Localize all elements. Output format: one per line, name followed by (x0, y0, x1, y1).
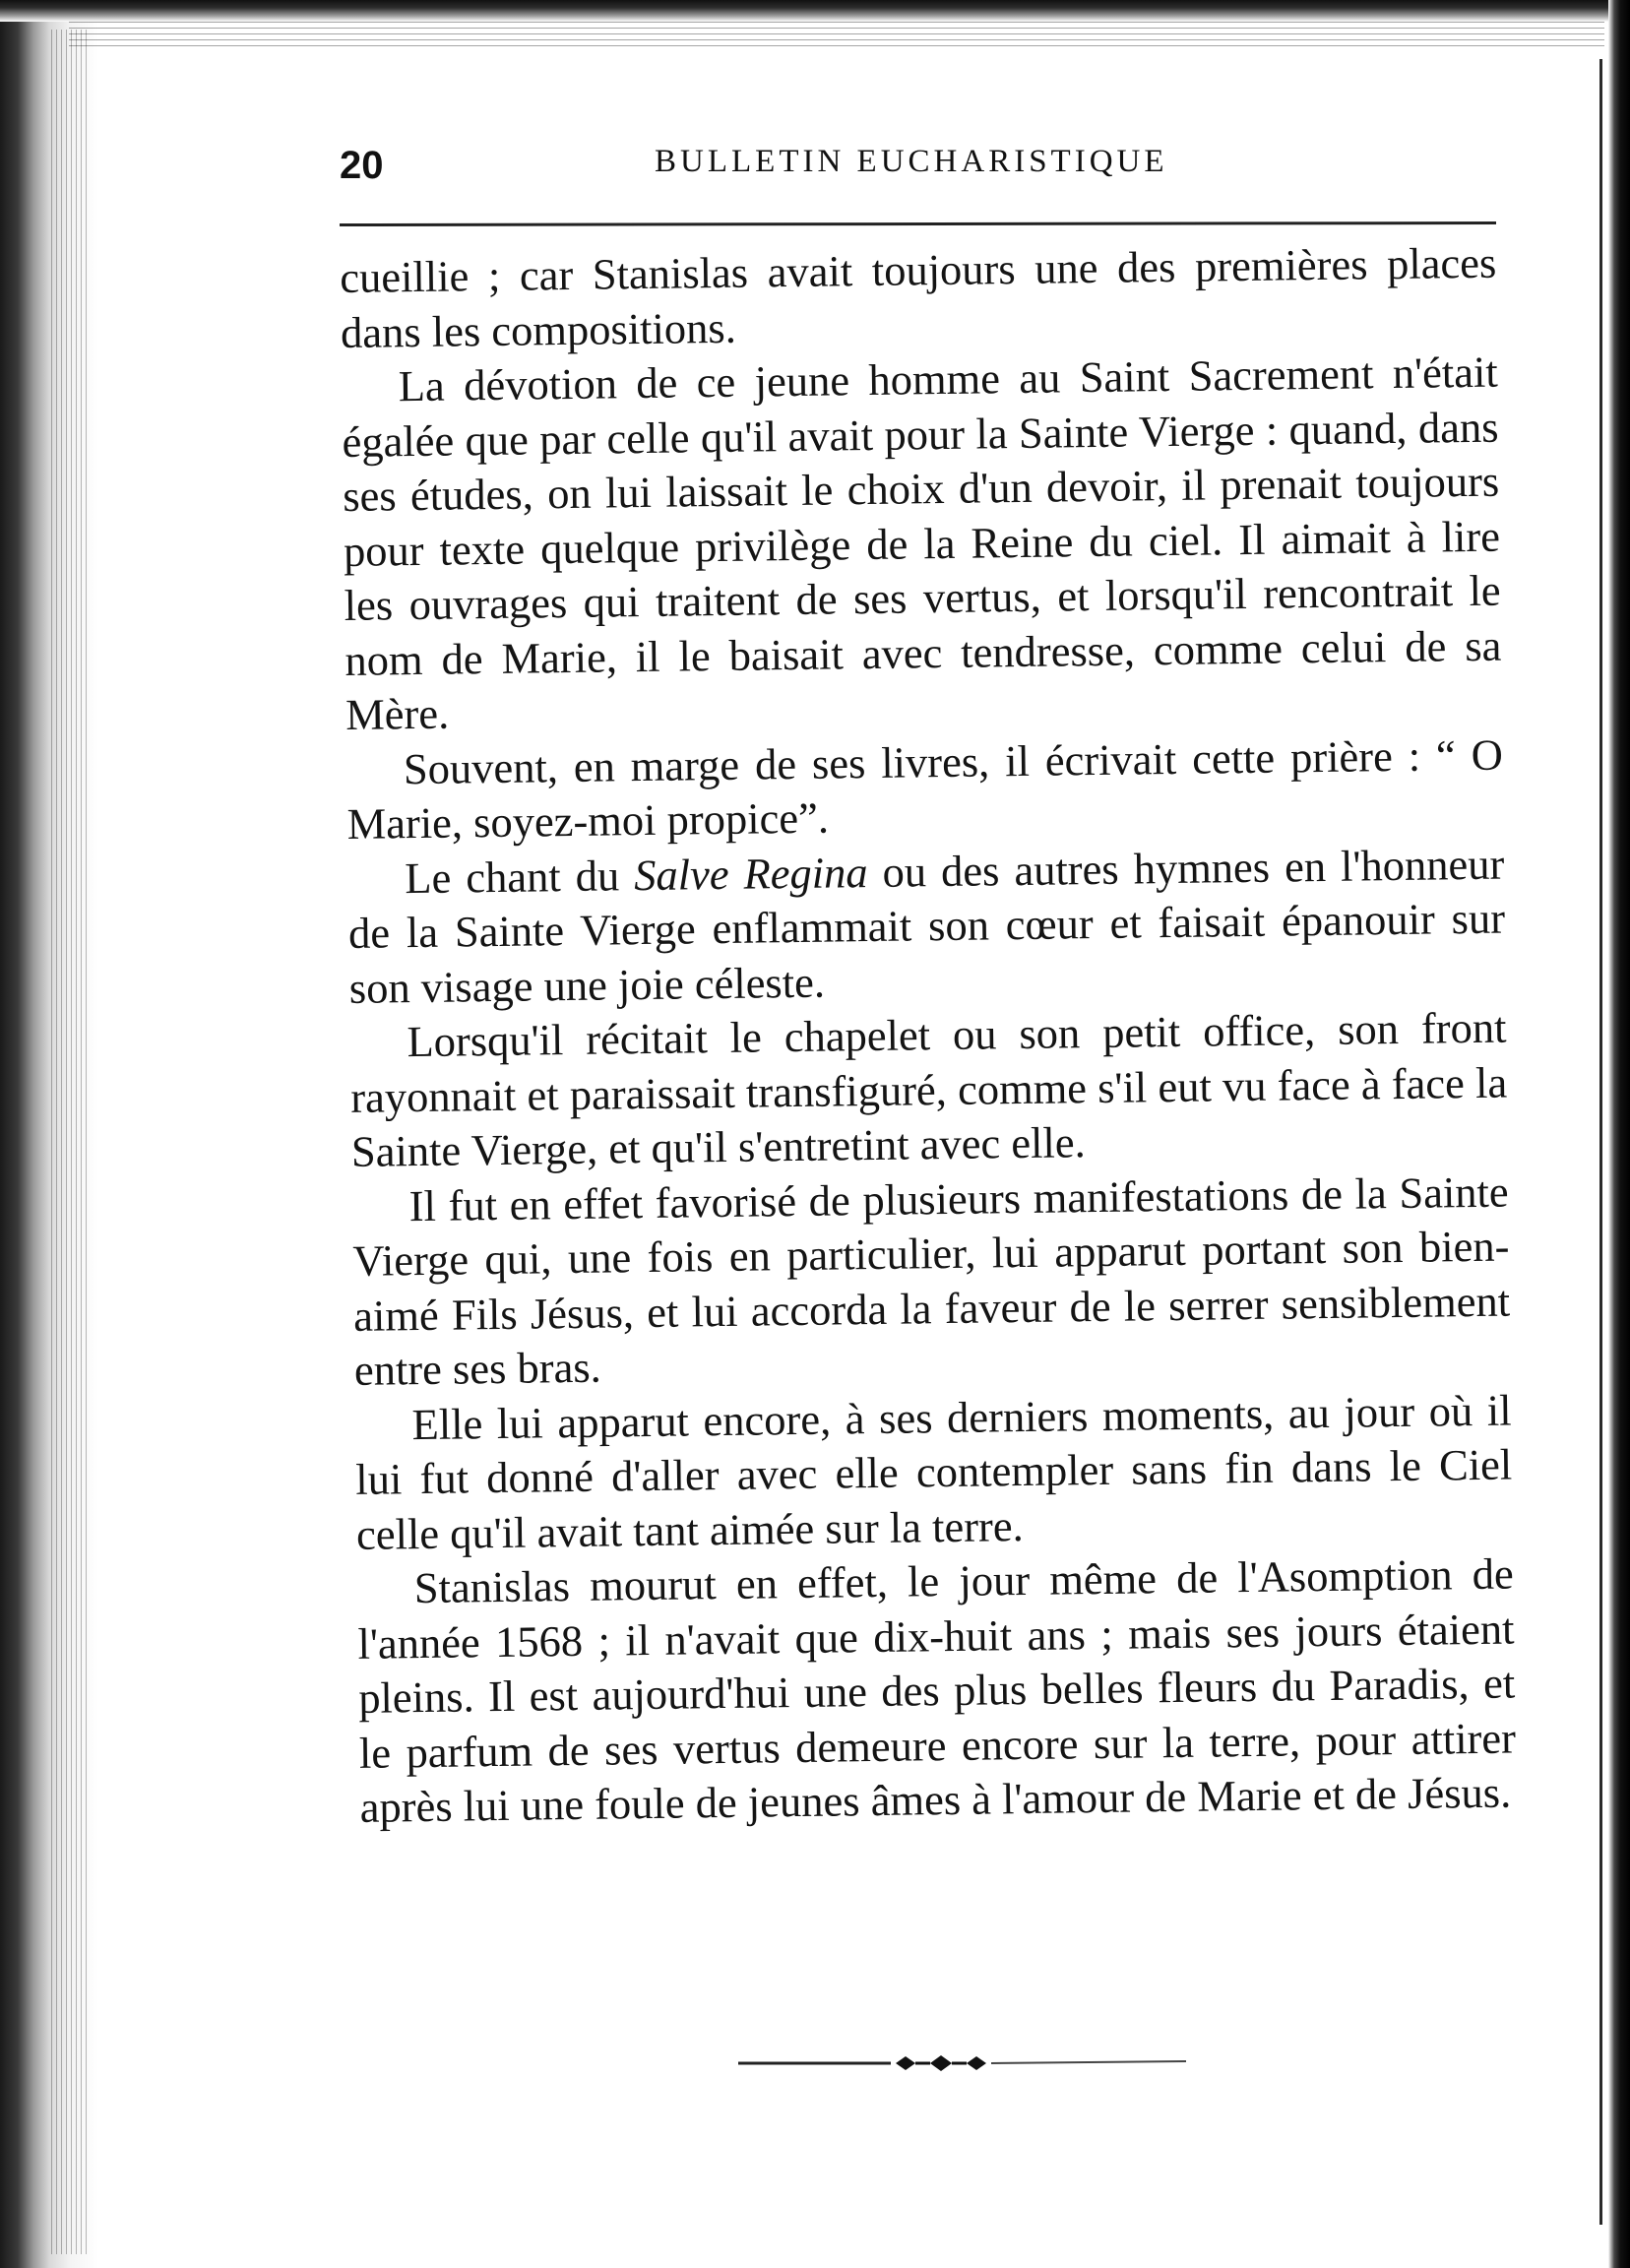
article-body (340, 236, 1517, 1836)
paragraph-text: ou des autres hymnes en l'honneur de la Sainte Vierge enflammait son cœur et faisait épanouir sur son visage une joie céleste. (347, 839, 1506, 1013)
paragraph: Souvent, en marge de ses livres, il écrivait cette prière : “ O Marie, soyez-moi propice”. (346, 729, 1504, 849)
paragraph: cueillie ; car Stanislas avait toujours une des premières places dans les compositions. (340, 237, 1497, 357)
ornament-rule-right (991, 2061, 1186, 2063)
journal-title: BULLETIN EUCHARISTIQUE (655, 144, 1168, 179)
hymn-title: Salve Regina (633, 847, 868, 900)
paragraph (347, 837, 1506, 1016)
paragraph-text: Le chant du (405, 850, 635, 903)
ornament-diamond (930, 2055, 952, 2071)
top-page-edge (0, 0, 1630, 22)
end-ornament (738, 2053, 1191, 2073)
page-number: 20 (340, 144, 384, 187)
paragraph: Elle lui apparut encore, à ses derniers moments, au jour où il lui fut donné d'aller avec elle contempler sans fin dans le Ciel celle qu'il avait tant aimée sur la terre. (355, 1385, 1513, 1559)
paragraph: Stanislas mourut en effet, le jour même de l'Asomption de l'année 1568 ; il n'avait que dix-huit ans ; mais ses jours étaient pleins. Il est aujourd'hui une des plus belles fleurs du Paradis, et le parfum de ses vertus demeure encore sur la terre, pour attirer après lui une foule de jeunes âmes à l'amour de Marie et de Jésus. (357, 1548, 1517, 1832)
page-content (340, 138, 1521, 1836)
paragraph: Lorsqu'il récitait le chapelet ou son petit office, son front rayonnait et paraissait transfiguré, comme s'il eut vu face à face la Sainte Vierge, et qu'il s'entretint avec elle. (349, 1002, 1508, 1176)
right-edge-rule (1599, 59, 1602, 2225)
ornament-diamond (896, 2056, 915, 2070)
right-page-edge (1608, 0, 1630, 2268)
paragraph: Il fut en effet favorisé de plusieurs manifestations de la Sainte Vierge qui, une fois en particulier, lui apparut portant son bien-aimé Fils Jésus, et lui accorda la faveur de le serrer sensiblement entre ses bras. (352, 1166, 1511, 1395)
top-page-stack (69, 22, 1604, 51)
page-stack-edges (51, 30, 91, 2254)
header-rule (340, 221, 1496, 226)
running-head (340, 138, 1521, 197)
ornament-diamond (967, 2056, 986, 2070)
paragraph: La dévotion de ce jeune homme au Saint Sacrement n'était égalée que par celle qu'il avait pour la Sainte Vierge : quand, dans ses études, on lui laissait le choix d'un devoir, il prenait toujours pour texte quelque privilège de la Reine du ciel. Il aimait à lire les ouvrages qui traitent de ses vertus, et lorsqu'il rencontrait le nom de Marie, il le baisait avec tendresse, comme celui de sa Mère. (342, 346, 1502, 739)
